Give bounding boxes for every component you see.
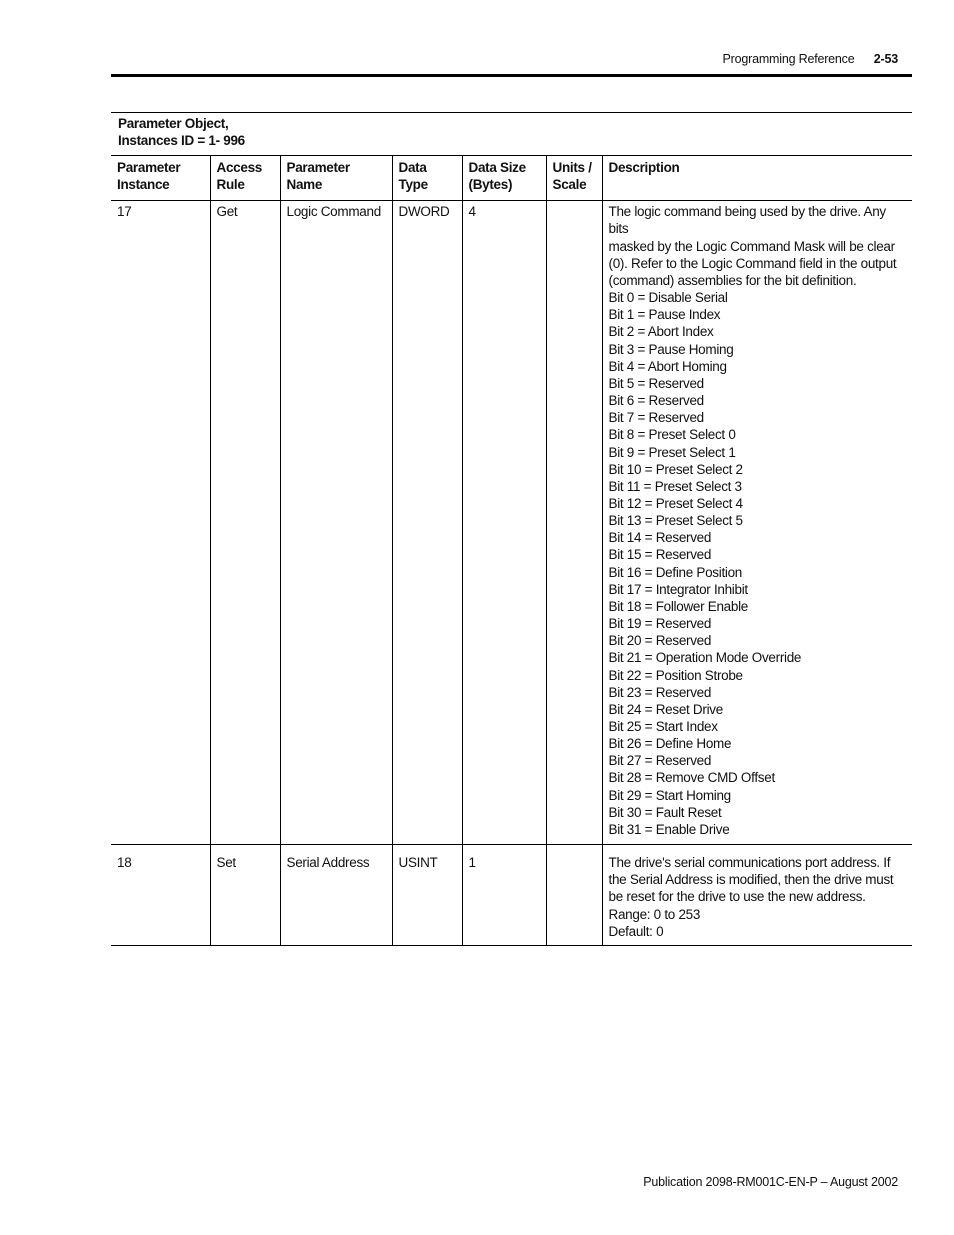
bit-item: Bit 3 = Pause Homing: [608, 341, 734, 357]
col-header-type: Data Type: [392, 156, 462, 201]
bit-item: Bit 27 = Reserved: [608, 753, 712, 769]
bit-item: Bit 29 = Start Homing: [608, 787, 731, 803]
bit-item: Bit 14 = Reserved: [608, 530, 712, 546]
running-header: [723, 52, 898, 66]
bit-item: Bit 6 = Reserved: [608, 393, 704, 409]
bit-item: Bit 20 = Reserved: [608, 633, 712, 649]
bit-item: Bit 11 = Preset Select 3: [608, 478, 742, 494]
publication-footer: Publication 2098-RM001C-EN-P – August 2002: [643, 1175, 898, 1189]
bit-item: Bit 0 = Disable Serial: [608, 290, 728, 306]
bit-item: Bit 21 = Operation Mode Override: [608, 650, 802, 666]
bit-item: Bit 26 = Define Home: [608, 736, 732, 752]
cell-units: [546, 201, 602, 845]
cell-name: Serial Address: [280, 845, 392, 946]
bit-item: Bit 22 = Position Strobe: [608, 667, 743, 683]
bit-item: Bit 8 = Preset Select 0: [608, 427, 736, 443]
col-header-units: Units / Scale: [546, 156, 602, 201]
bit-list: [609, 289, 907, 838]
cell-description: [602, 201, 912, 845]
bit-item: Bit 25 = Start Index: [608, 719, 718, 734]
parameter-table: [111, 155, 912, 946]
cell-access: Get: [210, 201, 280, 845]
description-line: The drive's serial communications port address. If: [608, 855, 891, 871]
col-header-description: Description: [602, 156, 912, 201]
bit-item: Bit 19 = Reserved: [608, 616, 712, 632]
section-title: Programming Reference: [722, 52, 855, 66]
description-line: the Serial Address is modified, then the drive must: [608, 872, 894, 888]
col-header-size: Data Size (Bytes): [462, 156, 546, 201]
table-header-row: [111, 156, 912, 201]
cell-size: 4: [462, 201, 546, 845]
bit-item: Bit 17 = Integrator Inhibit: [608, 581, 748, 597]
cell-type: DWORD: [392, 201, 462, 845]
col-header-access: Access Rule: [210, 156, 280, 201]
cell-units: [546, 845, 602, 946]
bit-item: Bit 2 = Abort Index: [608, 324, 714, 340]
page-number: 2-53: [873, 52, 898, 66]
header-rule: [111, 74, 912, 77]
bit-item: Bit 4 = Abort Homing: [608, 358, 727, 374]
bit-item: Bit 13 = Preset Select 5: [608, 513, 743, 529]
bit-item: Bit 31 = Enable Drive: [608, 821, 730, 837]
bit-item: Bit 16 = Define Position: [608, 564, 743, 580]
cell-type: USINT: [392, 845, 462, 946]
cell-access: Set: [210, 845, 280, 946]
bit-item: Bit 24 = Reset Drive: [608, 701, 723, 717]
description-line: be reset for the drive to use the new address.: [608, 889, 866, 905]
table-title-line2: Instances ID = 1- 996: [118, 133, 245, 148]
cell-instance: 18: [111, 845, 210, 946]
bit-item: Bit 23 = Reserved: [608, 684, 712, 700]
bit-item: Bit 10 = Preset Select 2: [608, 461, 743, 477]
bit-item: Bit 1 = Pause Index: [608, 307, 721, 323]
table-row: [111, 201, 912, 845]
bit-item: Bit 5 = Reserved: [608, 375, 704, 391]
cell-size: 1: [462, 845, 546, 946]
cell-name: Logic Command: [280, 201, 392, 845]
col-header-instance: Parameter Instance: [111, 156, 210, 201]
bit-item: Bit 15 = Reserved: [608, 547, 712, 563]
default-text: Default: 0: [608, 923, 664, 939]
cell-description: [602, 845, 912, 946]
col-header-name: Parameter Name: [280, 156, 392, 201]
table-row: [111, 845, 912, 946]
bit-item: Bit 7 = Reserved: [608, 410, 704, 426]
bit-item: Bit 30 = Fault Reset: [608, 804, 722, 820]
bit-item: Bit 18 = Follower Enable: [608, 598, 749, 614]
bit-item: Bit 28 = Remove CMD Offset: [608, 770, 775, 786]
cell-instance: 17: [111, 201, 210, 845]
range-text: Range: 0 to 253: [608, 906, 701, 922]
description-text: The logic command being used by the drive. Any bits masked by the Logic Command Mask will be clear (0). Refer to the Logic Command field in the output (command) assemblies for the bit definition.: [608, 204, 897, 288]
bit-item: Bit 12 = Preset Select 4: [608, 495, 743, 511]
table-title: [111, 112, 912, 149]
table-title-line1: Parameter Object,: [118, 116, 229, 131]
bit-item: Bit 9 = Preset Select 1: [608, 444, 736, 460]
